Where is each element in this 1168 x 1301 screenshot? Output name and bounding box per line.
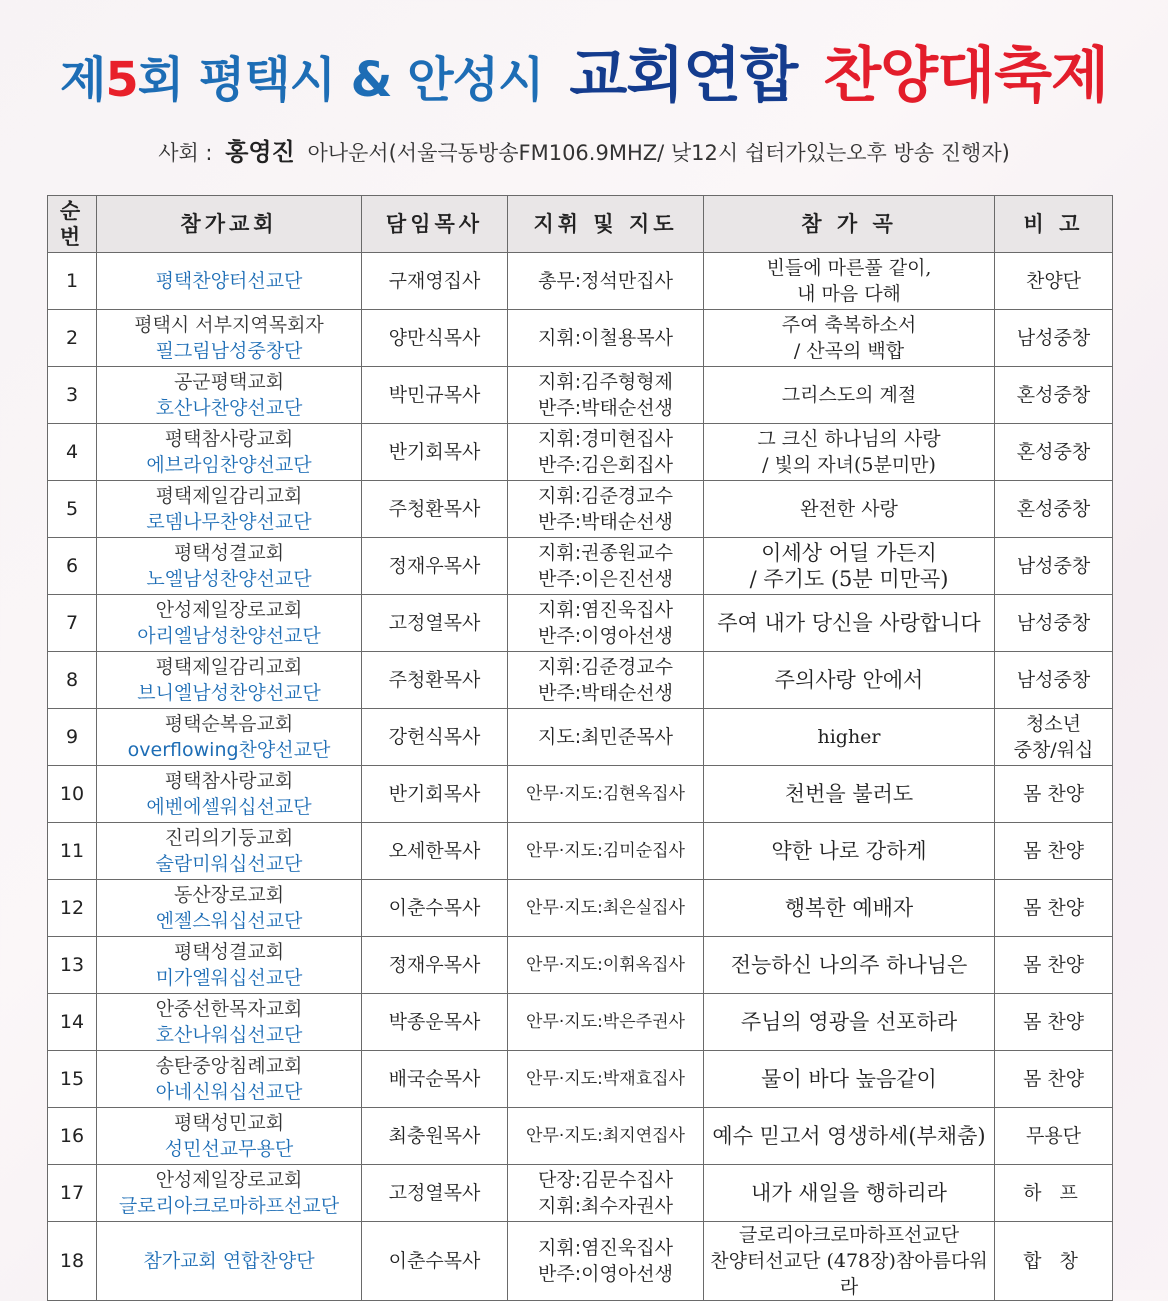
song-title: higher [817, 726, 881, 748]
pastor-name: 박민규목사 [362, 367, 508, 424]
conductor-line: 지휘:염진욱집사 [538, 1237, 673, 1259]
note-text: 몸 찬양 [1022, 840, 1085, 862]
note-text: 몸 찬양 [1022, 1068, 1085, 1090]
church-cell [97, 880, 362, 937]
conductor-line: 안무·지도:박재효집사 [526, 1069, 685, 1089]
team-name: 호산나워십선교단 [155, 1024, 303, 1046]
accompanist-line: 반주:박태순선생 [538, 397, 673, 419]
song-cell [704, 1222, 995, 1301]
song-title-2: 내 마음 다해 [797, 283, 901, 305]
song-title: 약한 나로 강하게 [771, 839, 927, 863]
note-cell [995, 1222, 1113, 1301]
song-cell [704, 766, 995, 823]
table-row [48, 1165, 1113, 1222]
note-cell [995, 880, 1113, 937]
team-name: 호산나찬양선교단 [155, 397, 303, 419]
conductor-cell [508, 253, 704, 310]
song-cell [704, 253, 995, 310]
church-name: 평택제일감리교회 [155, 656, 303, 678]
song-title: 물이 바다 높음같이 [761, 1067, 937, 1091]
note-cell [995, 481, 1113, 538]
church-cell [97, 937, 362, 994]
table-row [48, 310, 1113, 367]
church-name: 평택시 서부지역목회자 [134, 314, 324, 336]
song-title: 주님의 영광을 선포하라 [740, 1010, 958, 1034]
conductor-line: 지휘:이철용목사 [538, 327, 673, 349]
team-name: 브니엘남성찬양선교단 [137, 682, 321, 704]
order-number: 18 [48, 1222, 97, 1301]
conductor-cell [508, 595, 704, 652]
song-title: 빈들에 마른풀 같이, [766, 257, 932, 279]
song-title: 주여 내가 당신을 사랑합니다 [717, 611, 981, 635]
accompanist-line: 반주:이영아선생 [538, 1263, 673, 1285]
table-header-row [48, 196, 1113, 253]
event-title [0, 28, 1168, 114]
team-name: 글로리아크로마하프선교단 [118, 1195, 340, 1217]
team-name: 아리엘남성찬양선교단 [137, 625, 321, 647]
song-cell [704, 880, 995, 937]
header-conductor: 지휘 및 지도 [508, 196, 704, 253]
table-row [48, 1051, 1113, 1108]
pastor-name: 정재우목사 [362, 937, 508, 994]
host-line [0, 132, 1168, 167]
order-number: 7 [48, 595, 97, 652]
note-text: 무용단 [1025, 1125, 1082, 1147]
song-title: 예수 믿고서 영생하세(부채춤) [712, 1124, 986, 1148]
note-text: 혼성중창 [1016, 384, 1091, 406]
order-number: 8 [48, 652, 97, 709]
conductor-line: 지휘:김준경교수 [538, 656, 673, 678]
pastor-name: 이춘수목사 [362, 880, 508, 937]
song-title: 그 크신 하나님의 사랑 [757, 428, 941, 450]
conductor-line: 지휘:염진욱집사 [538, 599, 673, 621]
pastor-name: 양만식목사 [362, 310, 508, 367]
song-title: 행복한 예배자 [784, 896, 914, 920]
note-text-2: 중창/워십 [1013, 739, 1094, 761]
note-cell [995, 937, 1113, 994]
song-cell [704, 367, 995, 424]
conductor-cell [508, 1051, 704, 1108]
header-order: 순 번 [48, 196, 97, 253]
order-number: 3 [48, 367, 97, 424]
table-row [48, 1222, 1113, 1301]
song-cell [704, 709, 995, 766]
note-text: 몸 찬양 [1022, 783, 1085, 805]
conductor-cell [508, 481, 704, 538]
conductor-line: 안무·지도:김미순집사 [526, 841, 685, 861]
team-name: 에브라임찬양선교단 [146, 454, 312, 476]
order-number: 16 [48, 1108, 97, 1165]
note-text: 하 프 [1023, 1182, 1084, 1204]
accompanist-line: 반주:이은진선생 [538, 568, 673, 590]
pastor-name: 고정열목사 [362, 1165, 508, 1222]
conductor-cell [508, 1108, 704, 1165]
song-title: 완전한 사랑 [800, 498, 898, 520]
conductor-cell [508, 1222, 704, 1301]
church-cell [97, 367, 362, 424]
accompanist-line: 반주:이영아선생 [538, 625, 673, 647]
conductor-line: 지휘:권종원교수 [538, 542, 673, 564]
conductor-cell [508, 880, 704, 937]
conductor-line: 지휘:김준경교수 [538, 485, 673, 507]
title-festival: 찬양대축제 [823, 41, 1108, 111]
song-title: 전능하신 나의주 하나님은 [730, 953, 968, 977]
team-name: 엔젤스워십선교단 [155, 910, 303, 932]
note-cell [995, 367, 1113, 424]
church-cell [97, 424, 362, 481]
conductor-line: 안무·지도:이휘옥집사 [526, 955, 685, 975]
conductor-line: 안무·지도:최지연집사 [526, 1126, 685, 1146]
song-title-2: 찬양터선교단 (478장)참아름다워라 [710, 1250, 988, 1298]
conductor-line: 지도:최민준목사 [538, 726, 673, 748]
order-number: 10 [48, 766, 97, 823]
title-cities: 회 평택시 & 안성시 [137, 52, 544, 108]
header-song: 참 가 곡 [704, 196, 995, 253]
table-row [48, 367, 1113, 424]
conductor-cell [508, 823, 704, 880]
note-cell [995, 595, 1113, 652]
note-text: 남성중창 [1016, 555, 1091, 577]
church-cell [97, 595, 362, 652]
note-text: 몸 찬양 [1022, 1011, 1085, 1033]
table-row [48, 424, 1113, 481]
note-cell [995, 994, 1113, 1051]
church-name: 평택참사랑교회 [164, 428, 294, 450]
team-name: 성민선교무용단 [164, 1138, 294, 1160]
church-cell [97, 994, 362, 1051]
song-cell [704, 1108, 995, 1165]
church-name: 평택성결교회 [173, 542, 285, 564]
order-number: 4 [48, 424, 97, 481]
conductor-cell [508, 424, 704, 481]
header-pastor: 담임목사 [362, 196, 508, 253]
pastor-name: 강헌식목사 [362, 709, 508, 766]
church-cell [97, 538, 362, 595]
song-cell [704, 994, 995, 1051]
song-title: 천번을 불러도 [784, 782, 914, 806]
pastor-name: 구재영집사 [362, 253, 508, 310]
team-name: 참가교회 연합찬양단 [143, 1250, 315, 1272]
conductor-cell [508, 367, 704, 424]
song-title: 글로리아크로마하프선교단 [738, 1224, 960, 1246]
note-cell [995, 424, 1113, 481]
church-name: 평택제일감리교회 [155, 485, 303, 507]
note-cell [995, 1165, 1113, 1222]
song-cell [704, 1165, 995, 1222]
pastor-name: 이춘수목사 [362, 1222, 508, 1301]
song-title: 주의사랑 안에서 [774, 668, 924, 692]
order-number: 17 [48, 1165, 97, 1222]
team-name: 평택찬양터선교단 [155, 270, 303, 292]
conductor-cell [508, 994, 704, 1051]
note-text: 혼성중창 [1016, 441, 1091, 463]
pastor-name: 박종운목사 [362, 994, 508, 1051]
conductor-line: 안무·지도:최은실집사 [526, 898, 685, 918]
song-title-2: / 빛의 자녀(5분미만) [762, 454, 936, 476]
church-name: 진리의기둥교회 [164, 827, 294, 849]
song-title-2: / 주기도 (5분 미만곡) [749, 567, 949, 591]
church-name: 공군평택교회 [173, 371, 285, 393]
table-row [48, 880, 1113, 937]
note-cell [995, 709, 1113, 766]
church-name: 평택참사랑교회 [164, 770, 294, 792]
order-number: 11 [48, 823, 97, 880]
table-row [48, 253, 1113, 310]
conductor-cell [508, 538, 704, 595]
table-row [48, 823, 1113, 880]
table-row [48, 538, 1113, 595]
team-name: 아네신워십선교단 [155, 1081, 303, 1103]
song-cell [704, 652, 995, 709]
pastor-name: 최충원목사 [362, 1108, 508, 1165]
team-name: overflowing찬양선교단 [127, 739, 331, 761]
note-cell [995, 766, 1113, 823]
conductor-cell [508, 937, 704, 994]
church-cell [97, 652, 362, 709]
church-cell [97, 1222, 362, 1301]
song-title: 이세상 어딜 가든지 [761, 541, 937, 565]
table-row [48, 1108, 1113, 1165]
note-text: 남성중창 [1016, 327, 1091, 349]
pastor-name: 반기회목사 [362, 424, 508, 481]
team-name: 미가엘워십선교단 [155, 967, 303, 989]
table-row [48, 595, 1113, 652]
pastor-name: 배국순목사 [362, 1051, 508, 1108]
conductor-cell [508, 1165, 704, 1222]
team-name: 에벤에셀워십선교단 [146, 796, 312, 818]
church-name: 안성제일장로교회 [155, 1169, 303, 1191]
host-name: 홍영진 [225, 138, 295, 166]
church-name: 동산장로교회 [173, 884, 285, 906]
order-number: 5 [48, 481, 97, 538]
order-number: 12 [48, 880, 97, 937]
order-number: 13 [48, 937, 97, 994]
host-detail: 아나운서(서울극동방송FM106.9MHZ/ 낮12시 쉽터가있는오후 방송 진행자) [307, 141, 1010, 165]
conductor-cell [508, 310, 704, 367]
church-name: 평택성민교회 [173, 1112, 285, 1134]
program-table [47, 195, 1113, 1301]
song-cell [704, 823, 995, 880]
song-cell [704, 538, 995, 595]
note-text: 남성중창 [1016, 612, 1091, 634]
pastor-name: 정재우목사 [362, 538, 508, 595]
conductor-cell [508, 709, 704, 766]
note-cell [995, 253, 1113, 310]
church-cell [97, 1108, 362, 1165]
church-cell [97, 766, 362, 823]
title-prefix: 제 [59, 52, 106, 108]
note-cell [995, 1051, 1113, 1108]
order-number: 2 [48, 310, 97, 367]
team-name: 로뎀나무찬양선교단 [146, 511, 312, 533]
order-number: 6 [48, 538, 97, 595]
church-cell [97, 1051, 362, 1108]
church-cell [97, 481, 362, 538]
song-title-2: / 산곡의 백합 [793, 340, 905, 362]
song-title: 주여 축복하소서 [781, 314, 917, 336]
song-cell [704, 481, 995, 538]
title-church-union: 교회연합 [569, 41, 798, 111]
conductor-cell [508, 766, 704, 823]
title-edition-number: 5 [105, 52, 138, 108]
conductor-cell [508, 652, 704, 709]
church-name: 송탄중앙침례교회 [155, 1055, 303, 1077]
table-row [48, 766, 1113, 823]
church-name: 안중선한목자교회 [155, 998, 303, 1020]
pastor-name: 고정열목사 [362, 595, 508, 652]
conductor-line: 총무:정석만집사 [538, 270, 673, 292]
header-note: 비 고 [995, 196, 1113, 253]
song-cell [704, 310, 995, 367]
song-title: 내가 새일을 행하리라 [751, 1181, 947, 1205]
song-cell [704, 595, 995, 652]
table-row [48, 994, 1113, 1051]
church-cell [97, 310, 362, 367]
host-label: 사회 : [158, 141, 213, 165]
church-name: 안성제일장로교회 [155, 599, 303, 621]
church-name: 평택성결교회 [173, 941, 285, 963]
note-cell [995, 310, 1113, 367]
church-cell [97, 1165, 362, 1222]
order-number: 14 [48, 994, 97, 1051]
church-cell [97, 709, 362, 766]
conductor-line: 단장:김문수집사 [538, 1169, 673, 1191]
song-title: 그리스도의 계절 [781, 384, 917, 406]
table-row [48, 652, 1113, 709]
note-text: 청소년 [1025, 713, 1082, 735]
conductor-line: 안무·지도:김현옥집사 [526, 784, 685, 804]
song-cell [704, 1051, 995, 1108]
pastor-name: 주청환목사 [362, 481, 508, 538]
order-number: 9 [48, 709, 97, 766]
pastor-name: 오세한목사 [362, 823, 508, 880]
pastor-name: 주청환목사 [362, 652, 508, 709]
team-name: 필그림남성중창단 [155, 340, 303, 362]
team-name: 노엘남성찬양선교단 [146, 568, 312, 590]
note-text: 혼성중창 [1016, 498, 1091, 520]
accompanist-line: 반주:박태순선생 [538, 682, 673, 704]
church-name: 평택순복음교회 [164, 713, 294, 735]
team-name: 술람미워십선교단 [155, 853, 303, 875]
conductor-line: 지휘:김주형형제 [538, 371, 673, 393]
accompanist-line: 반주:김은회집사 [538, 454, 673, 476]
note-text: 몸 찬양 [1022, 954, 1085, 976]
accompanist-line: 반주:박태순선생 [538, 511, 673, 533]
song-cell [704, 937, 995, 994]
header-church: 참가교회 [97, 196, 362, 253]
note-text: 합 창 [1023, 1250, 1084, 1272]
note-cell [995, 538, 1113, 595]
note-cell [995, 823, 1113, 880]
note-cell [995, 1108, 1113, 1165]
conductor-line: 지휘:경미현집사 [538, 428, 673, 450]
pastor-name: 반기회목사 [362, 766, 508, 823]
note-text: 남성중창 [1016, 669, 1091, 691]
order-number: 1 [48, 253, 97, 310]
note-text: 찬양단 [1025, 270, 1082, 292]
note-text: 몸 찬양 [1022, 897, 1085, 919]
accompanist-line: 지휘:최수자권사 [538, 1195, 673, 1217]
table-row [48, 937, 1113, 994]
table-row [48, 481, 1113, 538]
note-cell [995, 652, 1113, 709]
order-number: 15 [48, 1051, 97, 1108]
conductor-line: 안무·지도:박은주권사 [526, 1012, 685, 1032]
song-cell [704, 424, 995, 481]
church-cell [97, 823, 362, 880]
church-cell [97, 253, 362, 310]
table-row [48, 709, 1113, 766]
